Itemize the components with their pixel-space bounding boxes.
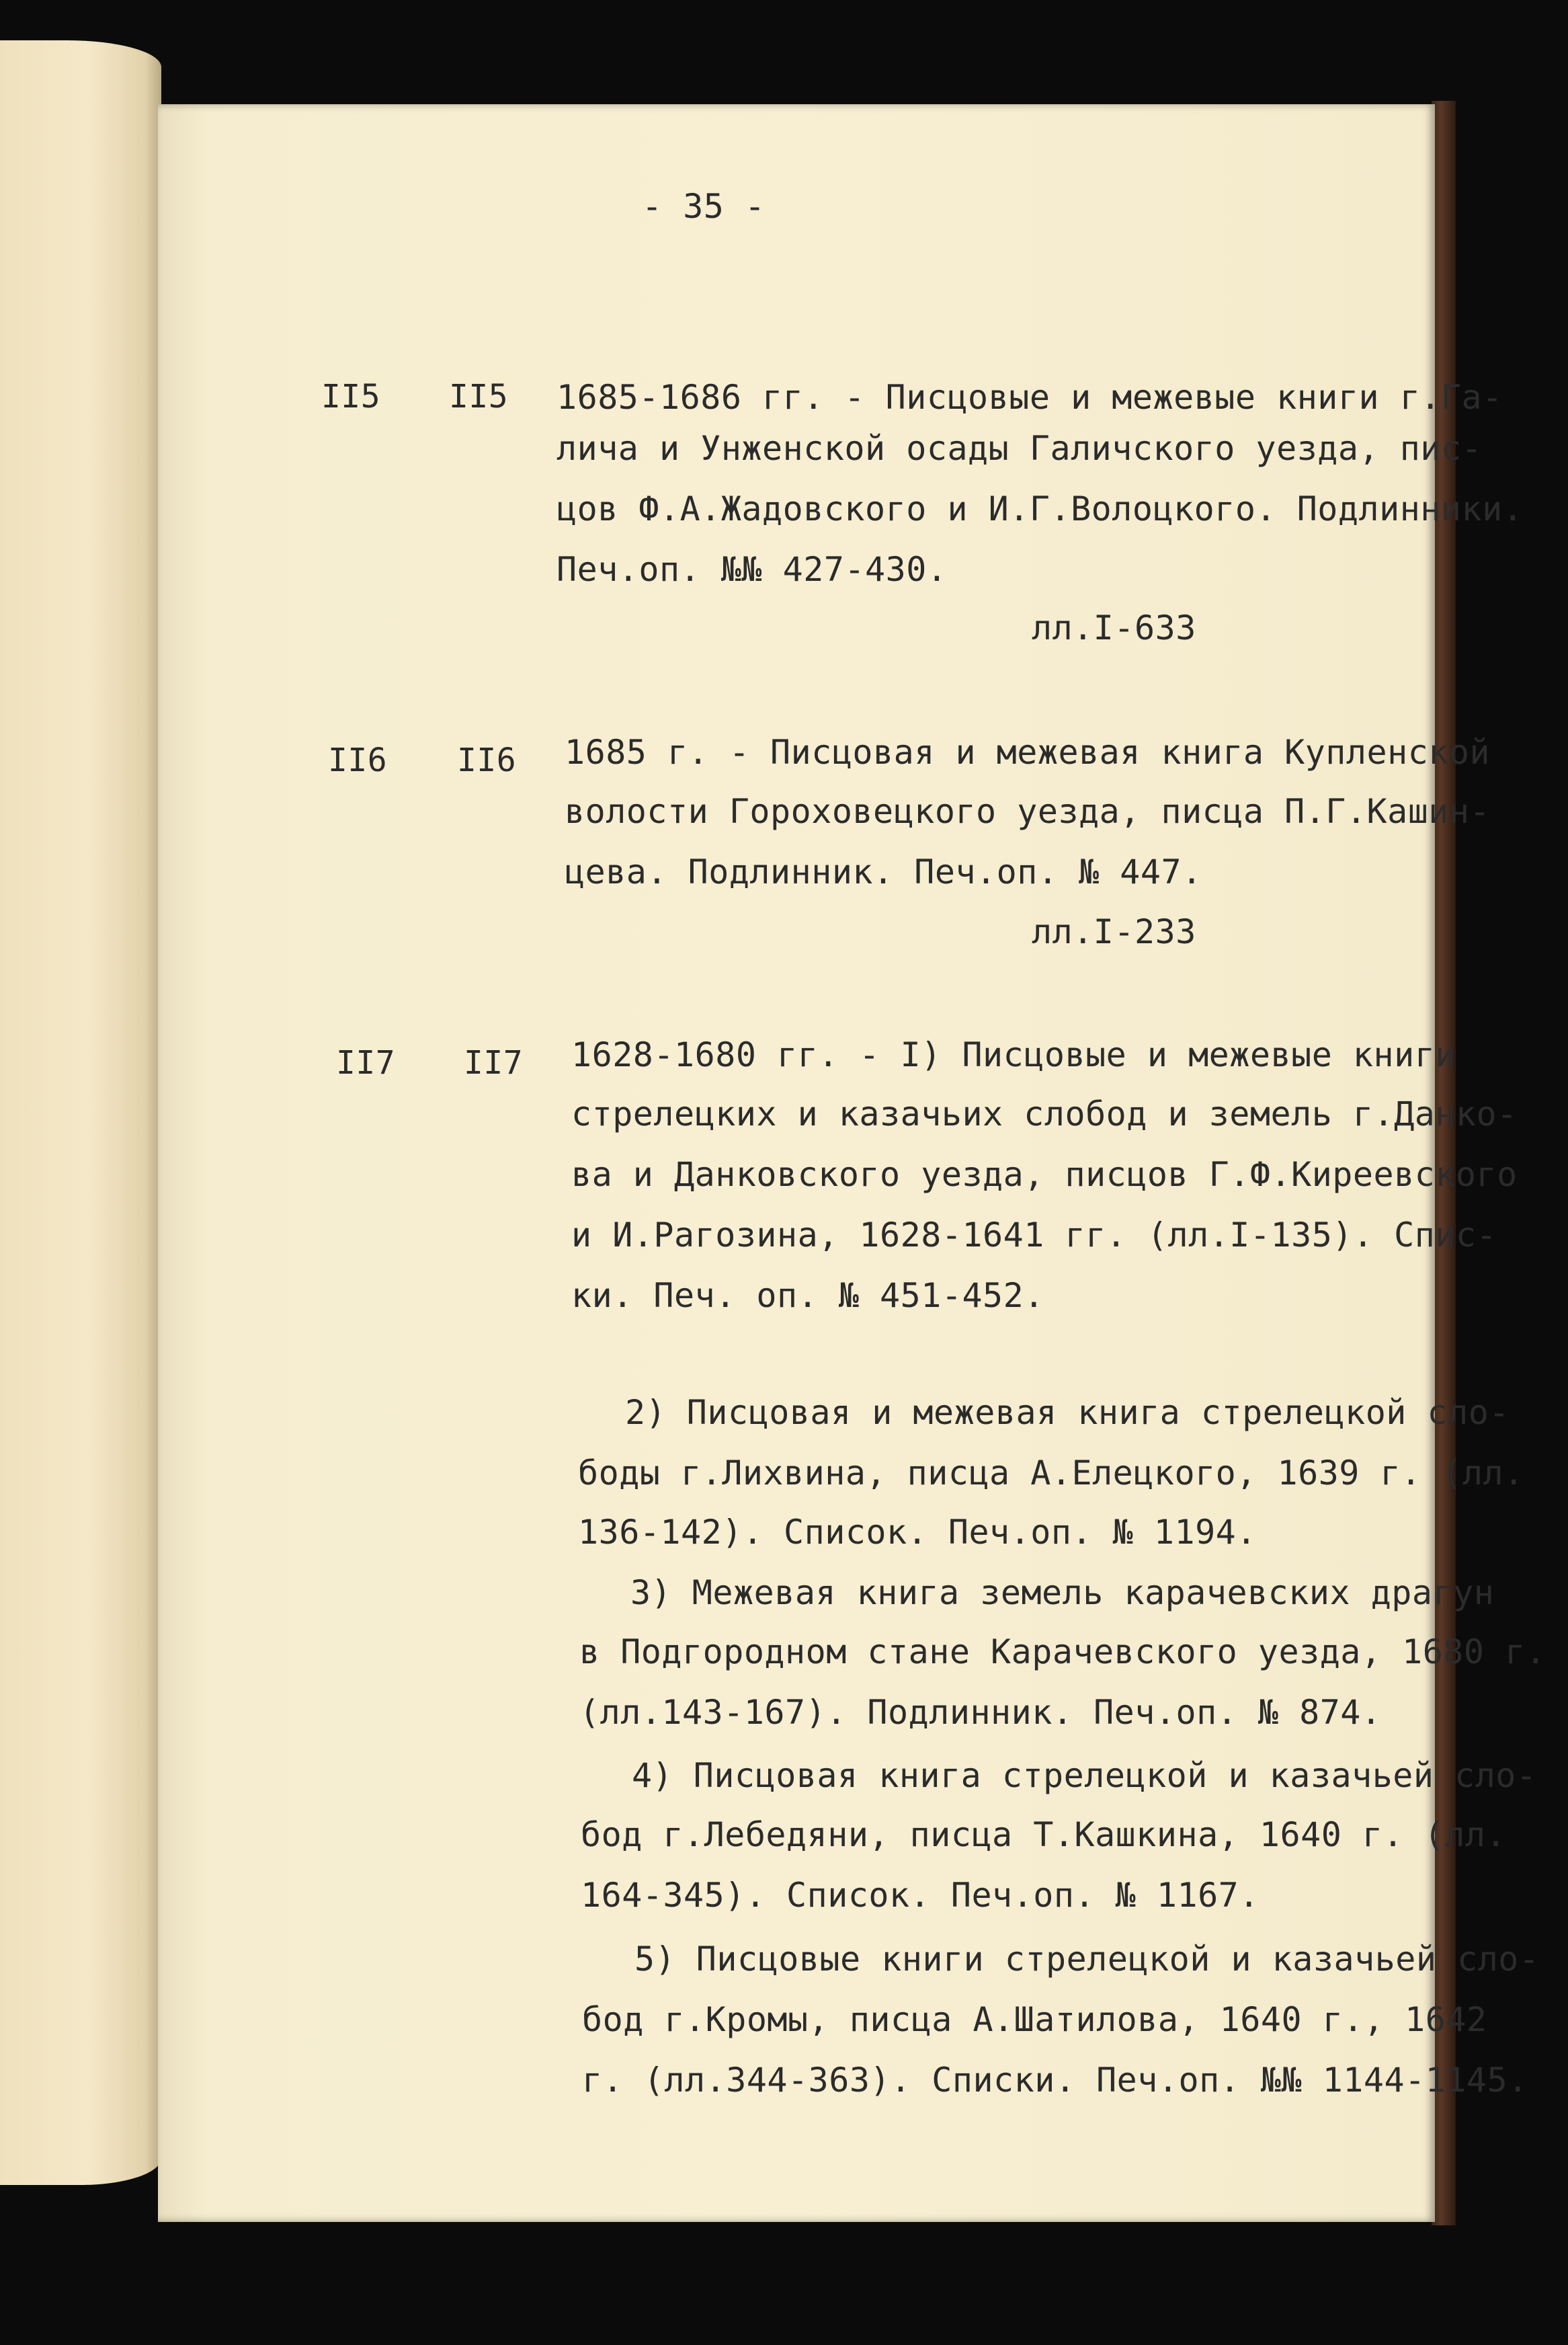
entry-line: цов Ф.А.Жадовского и И.Г.Волоцкого. Подлинники. [556, 489, 1524, 528]
entry-line: стрелецких и казачьих слобод и земель г.Данко- [571, 1095, 1518, 1134]
entry-line: в Подгородном стане Карачевского уезда, 1680 г. [579, 1632, 1546, 1671]
entry-number-old: II7 [336, 1044, 396, 1082]
entry-line: боды г.Лихвина, писца А.Елецкого, 1639 г. (лл. [578, 1454, 1524, 1493]
entry-number-old: II5 [321, 378, 381, 415]
entry-number-new: II6 [457, 742, 517, 779]
entry-line: Печ.оп. №№ 427-430. [556, 550, 948, 589]
entry-line: 4) Писцовая книга стрелецкой и казачьей сло- [632, 1756, 1537, 1795]
page-number: - 35 - [642, 187, 766, 226]
entry-number-new: II5 [449, 378, 509, 415]
entry-line: 2) Писцовая и межевая книга стрелецкой сло- [625, 1393, 1510, 1432]
entry-line: 1685-1686 гг. - Писцовые и межевые книги г.Га- [556, 378, 1503, 417]
entry-line: бод г.Кромы, писца А.Шатилова, 1640 г., 1642 [582, 2000, 1487, 2039]
entry-line: бод г.Лебедяни, писца Т.Кашкина, 1640 г. (лл. [581, 1815, 1507, 1854]
entry-number-new: II7 [464, 1044, 524, 1082]
entry-line: 1628-1680 гг. - I) Писцовые и межевые книги [571, 1035, 1456, 1074]
entry-line: волости Гороховецкого уезда, писца П.Г.Кашин- [565, 792, 1491, 831]
entry-line: и И.Рагозина, 1628-1641 гг. (лл.I-135). Спис- [571, 1216, 1497, 1255]
entry-line: г. (лл.344-363). Списки. Печ.оп. №№ 1144-1145. [582, 2061, 1528, 2100]
entry-line: 3) Межевая книга земель карачевских драгун [630, 1573, 1495, 1612]
entry-line: (лл.143-167). Подлинник. Печ.оп. № 874. [579, 1693, 1382, 1732]
entry-line: цева. Подлинник. Печ.оп. № 447. [565, 852, 1202, 891]
left-page [0, 40, 161, 2185]
entry-number-old: II6 [328, 742, 388, 779]
sheet-range: лл.I-633 [1032, 608, 1196, 647]
entry-line: лича и Унженской осады Галичского уезда, пис- [556, 429, 1483, 468]
entry-line: ва и Данковского уезда, писцов Г.Ф.Киреевского [571, 1155, 1518, 1194]
entry-line: ки. Печ. оп. № 451-452. [571, 1276, 1044, 1315]
sheet-range: лл.I-233 [1032, 912, 1196, 951]
entry-line: 1685 г. - Писцовая и межевая книга Купленской [565, 733, 1491, 772]
entry-line: 136-142). Список. Печ.оп. № 1194. [578, 1513, 1257, 1552]
entry-line: 5) Писцовые книги стрелецкой и казачьей сло- [634, 1940, 1540, 1979]
entry-line: 164-345). Список. Печ.оп. № 1167. [581, 1876, 1260, 1915]
